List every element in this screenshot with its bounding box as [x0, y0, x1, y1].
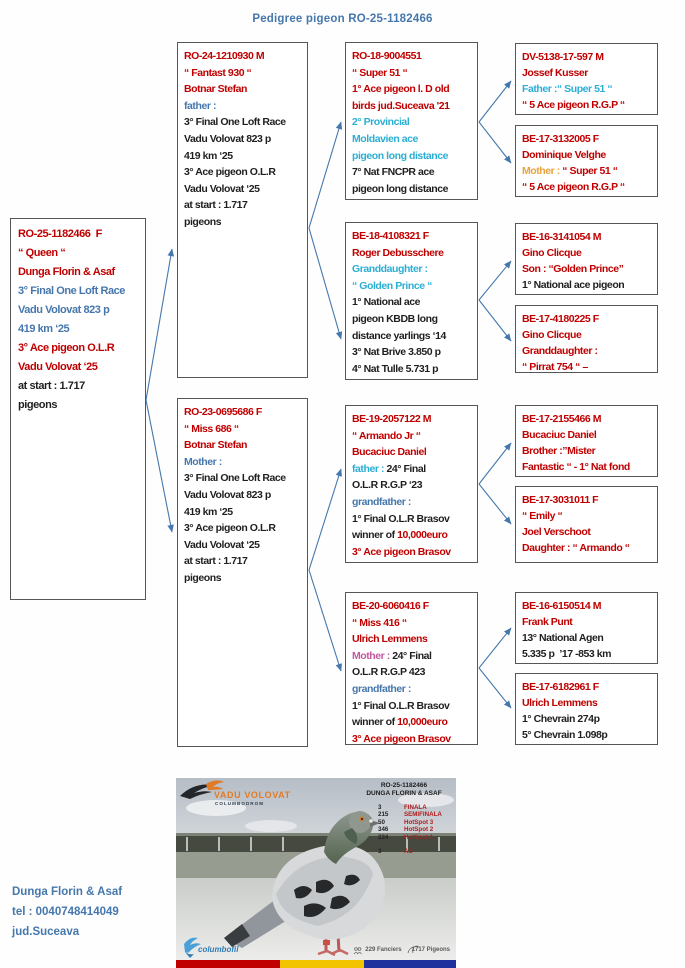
text-segment: 1° National ace pigeon	[522, 279, 625, 291]
text-segment: BE-17-4180225 F	[522, 313, 599, 325]
text-segment: Dunga Florin & Asaf	[18, 266, 115, 278]
pedigree-box-father	[177, 42, 308, 378]
text-segment: BE-20-6060416 F	[352, 600, 429, 612]
pedigree-text-line	[522, 359, 651, 375]
ring-number: RO-25-1182466	[380, 782, 428, 789]
pedigree-text-line	[184, 181, 301, 198]
vadu-volovat-logo-text: VADU VOLOVAT	[214, 790, 291, 800]
pedigree-text-line	[522, 261, 651, 277]
text-segment: DV-5138-17-597 M	[522, 51, 604, 63]
text-segment: O.L.R R.G.P 423	[352, 666, 425, 679]
pedigree-text-line	[184, 487, 301, 504]
text-segment: “ Fantast 930 “	[184, 66, 252, 79]
text-segment: RO-24-1210930 M	[184, 50, 265, 62]
contact-owner: Dunga Florin & Asaf	[12, 886, 123, 898]
pedigree-text-line	[522, 311, 651, 327]
text-segment: Dominique Velghe	[522, 149, 606, 161]
text-segment: 3° Nat Brive 3.850 p	[352, 346, 441, 359]
pedigree-text-line	[352, 98, 471, 115]
pedigree-text-line	[184, 131, 301, 148]
pedigree-text-line	[352, 598, 471, 615]
text-segment: 3° Ace pigeon Brasov	[352, 732, 451, 745]
text-segment: birds jud.Suceava '21	[352, 99, 450, 112]
pedigree-text-line	[18, 377, 138, 396]
text-segment: Gino Clicque	[522, 329, 582, 341]
text-segment: 7° Nat FNCPR ace	[352, 166, 435, 179]
pedigree-text-line	[352, 664, 471, 681]
text-segment: pigeons	[18, 399, 58, 411]
text-segment: Granddaughter :	[352, 263, 428, 276]
text-segment: Jossef Kusser	[522, 67, 588, 79]
pedigree-text-line	[522, 614, 651, 630]
pedigree-text-line	[184, 454, 301, 471]
text-segment: winner of	[352, 716, 398, 729]
pedigree-text-line	[18, 396, 138, 415]
text-segment: at start : 1.717	[184, 555, 248, 568]
text-segment: Mother :	[522, 165, 563, 177]
pedigree-text-line	[522, 727, 651, 743]
text-segment: Son : “Golden Prince”	[522, 263, 624, 275]
pedigree-text-line	[522, 711, 651, 727]
text-segment: 3° Ace pigeon Brasov	[352, 545, 451, 558]
pedigree-text-line	[522, 695, 651, 711]
pedigree-text-line	[352, 328, 471, 345]
pedigree-text-line	[352, 527, 471, 544]
text-segment: 13° National Agen	[522, 632, 604, 644]
text-segment: 5° Chevrain 1.098p	[522, 729, 608, 741]
pedigree-text-line	[184, 98, 301, 115]
pedigree-text-line	[184, 504, 301, 521]
pedigree-text-line	[352, 65, 471, 82]
pedigree-box-greatgrandparent-3	[515, 223, 658, 295]
text-segment: Botnar Stefan	[184, 83, 247, 96]
pedigree-text-line	[522, 443, 651, 459]
photo-ring-owner-header	[356, 782, 452, 798]
text-segment: 2° Provincial	[352, 116, 410, 129]
pedigree-text-line	[522, 49, 651, 65]
pedigree-text-line	[522, 540, 651, 556]
pedigree-text-line	[522, 277, 651, 293]
pedigree-text-line	[18, 282, 138, 301]
pedigree-text-line	[522, 229, 651, 245]
text-segment: distance yarlings ‘14	[352, 329, 446, 342]
text-segment: RO-18-9004551	[352, 50, 422, 62]
pedigree-text-line	[18, 320, 138, 339]
result-row	[378, 848, 442, 855]
pedigree-text-line	[352, 48, 471, 65]
text-segment: 3° Final One Loft Race	[184, 472, 286, 485]
pedigree-text-line	[522, 427, 651, 443]
text-segment: father :	[352, 462, 387, 475]
text-segment: Botnar Stefan	[184, 439, 247, 452]
text-segment: “ Miss 686 “	[184, 422, 239, 435]
text-segment: 3° Final One Loft Race	[18, 285, 125, 297]
pedigree-text-line	[18, 301, 138, 320]
pedigree-text-line	[184, 421, 301, 438]
pedigree-text-line	[352, 731, 471, 748]
pedigree-text-line	[522, 327, 651, 343]
text-segment: “ Golden Prince “	[352, 279, 432, 292]
pedigree-text-line	[18, 358, 138, 377]
pedigree-text-line	[352, 344, 471, 361]
race-results-table	[378, 804, 442, 855]
pedigree-text-line	[352, 261, 471, 278]
result-label: AS	[404, 848, 413, 856]
pedigree-text-line	[352, 544, 471, 561]
pedigree-text-line	[522, 646, 651, 662]
text-segment: Frank Punt	[522, 616, 573, 628]
text-segment: O.L.R R.G.P ‘23	[352, 479, 423, 492]
text-segment: RO-23-0695686 F	[184, 406, 262, 418]
text-segment: “ Armando Jr “	[352, 429, 421, 442]
pedigree-box-subject	[10, 218, 146, 600]
pedigree-text-line	[352, 714, 471, 731]
text-segment: 1° Final O.L.R Brasov	[352, 512, 450, 525]
pedigree-text-line	[522, 459, 651, 475]
text-segment: Vadu Volovat 823 p	[184, 132, 271, 145]
result-row	[378, 826, 442, 833]
text-segment: Bucaciuc Daniel	[522, 429, 597, 441]
text-segment: Daughter : “ Armando “	[522, 542, 630, 554]
pedigree-text-line	[352, 428, 471, 445]
pedigree-text-line	[352, 461, 471, 478]
pedigree-text-line	[184, 148, 301, 165]
result-count: 50	[378, 818, 385, 826]
text-segment: Gino Clicque	[522, 247, 582, 259]
pedigree-text-line	[184, 404, 301, 421]
pedigree-text-line	[352, 444, 471, 461]
text-segment: 10,000euro	[397, 529, 448, 542]
fanciers-count: 229 Fanciers	[365, 947, 402, 953]
pedigree-text-line	[184, 520, 301, 537]
result-row	[378, 819, 442, 826]
result-label: HotSpot 3	[404, 818, 434, 826]
pedigree-text-line	[522, 508, 651, 524]
pedigree-text-line	[352, 148, 471, 165]
pedigree-text-line	[352, 278, 471, 295]
pedigree-text-line	[18, 225, 138, 244]
text-segment: grandfather :	[352, 682, 411, 695]
result-label: HotSpot 2	[404, 826, 434, 834]
pigeons-count: 1717 Pigeons	[411, 947, 450, 953]
pedigree-text-line	[352, 81, 471, 98]
text-segment: 3° Ace pigeon O.L.R	[184, 522, 276, 535]
pedigree-text-line	[18, 339, 138, 358]
text-segment: RO-25-1182466 F	[18, 228, 102, 240]
text-segment: 1° National ace	[352, 296, 421, 309]
text-segment: BE-19-2057122 M	[352, 413, 432, 425]
text-segment: pigeons	[184, 215, 222, 228]
pedigree-text-line	[184, 81, 301, 98]
text-segment: pigeon long distance	[352, 149, 449, 162]
text-segment: Vadu Volovat ‘25	[184, 182, 260, 195]
text-segment: 419 km ‘25	[184, 149, 233, 162]
result-count: 346	[378, 826, 389, 834]
text-segment: Granddaughter :	[522, 345, 598, 357]
pedigree-box-grandparent-2	[345, 222, 478, 380]
pedigree-text-line	[18, 244, 138, 263]
pedigree-box-greatgrandparent-4	[515, 305, 658, 373]
text-segment: “ Pirrat 754 “ –	[522, 361, 588, 373]
pedigree-text-line	[522, 131, 651, 147]
contact-phone: tel : 0040748414049	[12, 906, 119, 918]
pedigree-text-line	[352, 228, 471, 245]
flag-blue-segment	[364, 960, 456, 968]
text-segment: “ Super 51 “	[352, 66, 408, 79]
text-segment: grandfather :	[352, 495, 411, 508]
text-segment: Brother :”Mister	[522, 445, 596, 457]
pedigree-box-greatgrandparent-2	[515, 125, 658, 197]
pedigree-text-line	[352, 494, 471, 511]
pedigree-text-line	[352, 294, 471, 311]
text-segment: at start : 1.717	[18, 380, 85, 392]
pedigree-text-line	[522, 163, 651, 179]
result-count: 3	[378, 804, 382, 811]
pedigree-text-line	[352, 361, 471, 378]
pedigree-text-line	[352, 181, 471, 198]
pedigree-text-line	[352, 648, 471, 665]
pedigree-text-line	[184, 553, 301, 570]
text-segment: Mother :	[352, 649, 393, 662]
photo-footer-stats	[365, 947, 450, 953]
pedigree-text-line	[522, 245, 651, 261]
vadu-volovat-logo-subtext: COLUMBODROM	[215, 801, 265, 806]
text-segment: Vadu Volovat 823 p	[184, 488, 271, 501]
pedigree-text-line	[522, 179, 651, 195]
result-label: HotSpot 1	[404, 833, 434, 841]
text-segment: “ Queen “	[18, 247, 66, 259]
pedigree-text-line	[522, 97, 651, 113]
text-segment: 24° Final	[386, 462, 426, 475]
text-segment: BE-17-3031011 F	[522, 494, 599, 506]
pedigree-text-line	[184, 470, 301, 487]
text-segment: Joel Verschoot	[522, 526, 591, 538]
text-segment: pigeon long distance	[352, 182, 449, 195]
text-segment: at start : 1.717	[184, 199, 248, 212]
pedigree-text-line	[352, 615, 471, 632]
pedigree-text-line	[352, 511, 471, 528]
text-segment: Mother :	[184, 455, 222, 468]
text-segment: winner of	[352, 529, 398, 542]
text-segment: 10,000euro	[397, 716, 448, 729]
text-segment: 419 km ‘25	[18, 323, 70, 335]
pedigree-text-line	[522, 65, 651, 81]
pedigree-box-greatgrandparent-5	[515, 405, 658, 477]
pedigree-text-line	[522, 147, 651, 163]
text-segment: Bucaciuc Daniel	[352, 446, 427, 459]
contact-block	[12, 882, 122, 942]
text-segment: Vadu Volovat ‘25	[184, 538, 260, 551]
pedigree-text-line	[352, 631, 471, 648]
text-segment: Roger Debusschere	[352, 246, 444, 259]
romanian-flag-strip	[176, 960, 456, 968]
text-segment: 1° Ace pigeon l. D old	[352, 83, 450, 96]
result-row	[378, 834, 442, 841]
text-segment: pigeon KBDB long	[352, 312, 438, 325]
pedigree-text-line	[184, 537, 301, 554]
pedigree-text-line	[522, 679, 651, 695]
pedigree-text-line	[522, 524, 651, 540]
text-segment: father :	[184, 99, 216, 112]
pedigree-text-line	[352, 477, 471, 494]
pedigree-text-line	[352, 164, 471, 181]
pedigree-box-greatgrandparent-7	[515, 592, 658, 664]
text-segment: pigeons	[184, 571, 222, 584]
pedigree-text-line	[352, 411, 471, 428]
pedigree-text-line	[522, 411, 651, 427]
pedigree-text-line	[522, 81, 651, 97]
text-segment: BE-17-3132005 F	[522, 133, 599, 145]
pedigree-text-line	[184, 164, 301, 181]
text-segment: “ Miss 416 “	[352, 616, 407, 629]
pedigree-box-grandparent-4	[345, 592, 478, 745]
pedigree-text-line	[352, 311, 471, 328]
text-segment: 3° Ace pigeon O.L.R	[184, 166, 276, 179]
text-segment: 3° Final One Loft Race	[184, 116, 286, 129]
text-segment: Father :“ Super 51 “	[522, 83, 613, 95]
pedigree-box-greatgrandparent-1	[515, 43, 658, 115]
pedigree-text-line	[184, 570, 301, 587]
text-segment: 24° Final	[392, 649, 432, 662]
text-segment: Moldavien ace	[352, 132, 418, 145]
pedigree-text-line	[352, 245, 471, 262]
pedigree-text-line	[352, 131, 471, 148]
text-segment: 3° Ace pigeon O.L.R	[18, 342, 115, 354]
flag-yellow-segment	[280, 960, 364, 968]
result-row	[378, 811, 442, 818]
text-segment: BE-17-2155466 M	[522, 413, 602, 425]
pedigree-text-line	[522, 630, 651, 646]
pedigree-text-line	[184, 48, 301, 65]
text-segment: 419 km ‘25	[184, 505, 233, 518]
text-segment: BE-16-3141054 M	[522, 231, 602, 243]
result-label: FINALA	[404, 804, 427, 811]
page-title: Pedigree pigeon RO-25-1182466	[252, 13, 433, 25]
pedigree-text-line	[522, 492, 651, 508]
pedigree-text-line	[184, 65, 301, 82]
contact-region: jud.Suceava	[12, 926, 80, 938]
pedigree-box-greatgrandparent-8	[515, 673, 658, 745]
result-count: 215	[378, 811, 389, 819]
pedigree-text-line	[18, 263, 138, 282]
flag-red-segment	[176, 960, 280, 968]
pedigree-box-grandparent-1	[345, 42, 478, 200]
result-label: SEMIFINALA	[404, 811, 442, 819]
text-segment: 1° Final O.L.R Brasov	[352, 699, 450, 712]
pedigree-text-line	[184, 214, 301, 231]
text-segment: “ 5 Ace pigeon R.G.P “	[522, 99, 625, 111]
pedigree-box-mother	[177, 398, 308, 747]
text-segment: Ulrich Lemmens	[352, 633, 428, 646]
pedigree-text-line	[352, 114, 471, 131]
text-segment: Vadu Volovat 823 p	[18, 304, 110, 316]
pedigree-box-greatgrandparent-6	[515, 486, 658, 563]
pedigree-text-line	[184, 437, 301, 454]
text-segment: “ Emily “	[522, 510, 563, 522]
pedigree-text-line	[522, 598, 651, 614]
columbofil-brand-text: columbofil	[198, 945, 239, 954]
pedigree-text-line	[184, 114, 301, 131]
pedigree-text-line	[522, 343, 651, 359]
text-segment: “ 5 Ace pigeon R.G.P “	[522, 181, 625, 193]
text-segment: “ Super 51 “	[562, 165, 618, 177]
text-segment: Ulrich Lemmens	[522, 697, 598, 709]
pigeon-photo	[176, 778, 456, 968]
pedigree-text-line	[352, 698, 471, 715]
text-segment: 5.335 p ’17 -853 km	[522, 648, 612, 660]
text-segment: Fantastic “ - 1° Nat fond	[522, 461, 630, 473]
text-segment: BE-16-6150514 M	[522, 600, 602, 612]
text-segment: 4° Nat Tulle 5.731 p	[352, 362, 439, 375]
text-segment: 1° Chevrain 274p	[522, 713, 600, 725]
result-row	[378, 804, 442, 811]
result-count: 224	[378, 833, 389, 841]
pedigree-box-grandparent-3	[345, 405, 478, 563]
text-segment: BE-18-4108321 F	[352, 230, 429, 242]
text-segment: BE-17-6182961 F	[522, 681, 599, 693]
pedigree-text-line	[184, 197, 301, 214]
pedigree-text-line	[352, 681, 471, 698]
text-segment: Vadu Volovat ‘25	[18, 361, 98, 373]
result-count: 3	[378, 848, 382, 856]
owner-name: DUNGA FLORIN & ASAF	[366, 790, 442, 797]
